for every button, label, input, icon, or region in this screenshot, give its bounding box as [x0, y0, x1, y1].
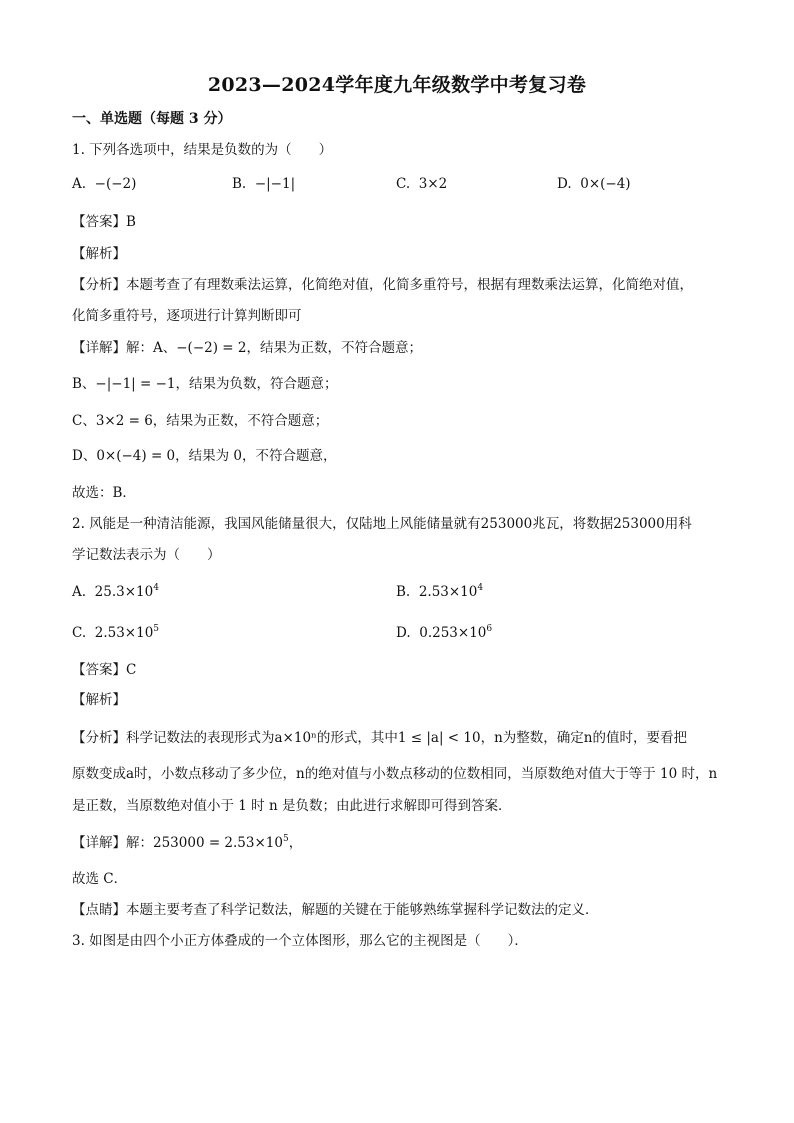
option-base: 2.53×10	[94, 625, 154, 641]
option-base: 0.253×10	[419, 625, 487, 641]
q1-choice: 故选：B．	[72, 485, 136, 501]
q2-detail-text: 【详解】解：253000 = 2.53×10	[72, 835, 283, 851]
option-base: 2.53×10	[418, 584, 478, 600]
q2-analysis-line-3: 是正数，当原数绝对值小于 1 时 n 是负数；由此进行求解即可得到答案．	[72, 798, 512, 814]
q1-option-a	[72, 176, 136, 192]
q1-stem: 1. 下列各选项中，结果是负数的为（ ）	[72, 142, 333, 158]
q2-analysis-heading: 【解析】	[72, 692, 126, 708]
section-heading-single-choice: 一、单选题（每题 3 分）	[72, 111, 232, 127]
q2-option-b	[396, 584, 483, 600]
option-expression: 3×2	[418, 176, 448, 192]
q1-detail-line-2: B、−|−1| = −1，结果为负数，符合题意；	[72, 376, 338, 392]
option-label: A.	[72, 584, 87, 600]
option-expression: −(−2)	[94, 176, 137, 192]
option-exponent: 6	[486, 624, 493, 634]
q2-detail-end: ，	[288, 835, 303, 851]
q1-detail-line-3: C、3×2 = 6，结果为正数，不符合题意；	[72, 413, 329, 429]
option-exponent: 5	[153, 624, 160, 634]
option-label: D.	[557, 176, 572, 192]
option-expression: 0×(−4)	[580, 176, 631, 192]
q1-option-c	[396, 176, 447, 192]
option-label: D.	[396, 625, 411, 641]
q2-key-point: 【点睛】本题主要考查了科学记数法，解题的关键在于能够熟练掌握科学记数法的定义．	[72, 902, 599, 918]
q1-analysis-line-1: 【分析】本题考查了有理数乘法运算，化简绝对值，化简多重符号，根据有理数乘法运算，化简绝对值，	[72, 277, 693, 293]
option-label: C.	[72, 625, 87, 641]
option-expression: −|−1|	[254, 176, 296, 192]
option-label: C.	[396, 176, 411, 192]
q3-stem: 3. 如图是由四个小正方体叠成的一个立体图形，那么它的主视图是（ ）．	[72, 933, 528, 949]
q2-analysis-line-2: 原数变成a时，小数点移动了多少位，n的绝对值与小数点移动的位数相同，当原数绝对值大于等于 10 时，n	[72, 766, 718, 782]
q2-option-d	[396, 625, 492, 641]
q1-option-b	[232, 176, 295, 192]
option-label: B.	[232, 176, 247, 192]
q1-analysis-heading: 【解析】	[72, 246, 126, 262]
q2-option-a	[72, 584, 159, 600]
q2-answer: 【答案】C	[72, 662, 137, 678]
q2-detail	[72, 834, 302, 852]
q1-analysis-line-2: 化简多重符号，逐项进行计算判断即可	[72, 308, 302, 324]
q1-option-d	[557, 176, 631, 192]
q1-answer: 【答案】B	[72, 214, 136, 230]
q2-option-c	[72, 625, 159, 641]
option-exponent: 4	[153, 583, 159, 593]
q2-stem-line-1: 2. 风能是一种清洁能源，我国风能储量很大，仅陆地上风能储量就有253000兆瓦，将数据253000用科	[72, 516, 692, 532]
option-label: A.	[72, 176, 87, 192]
q2-analysis-line-1: 【分析】科学记数法的表现形式为a×10ⁿ的形式，其中1 ≤ |a| < 10，n为整数，确定n的值时，要看把	[72, 730, 687, 746]
q2-choice: 故选 C．	[72, 871, 128, 887]
option-exponent: 4	[477, 583, 484, 593]
q2-stem-line-2: 学记数法表示为（ ）	[72, 547, 221, 563]
q1-detail-line-1: 【详解】解：A、−(−2) = 2，结果为正数，不符合题意；	[72, 340, 422, 356]
q2-detail-exponent: 5	[282, 834, 289, 844]
option-base: 25.3×10	[94, 584, 154, 600]
option-label: B.	[396, 584, 411, 600]
document-title: 2023—2024学年度九年级数学中考复习卷	[207, 74, 587, 96]
q1-detail-line-4: D、0×(−4) = 0，结果为 0，不符合题意，	[72, 448, 337, 464]
